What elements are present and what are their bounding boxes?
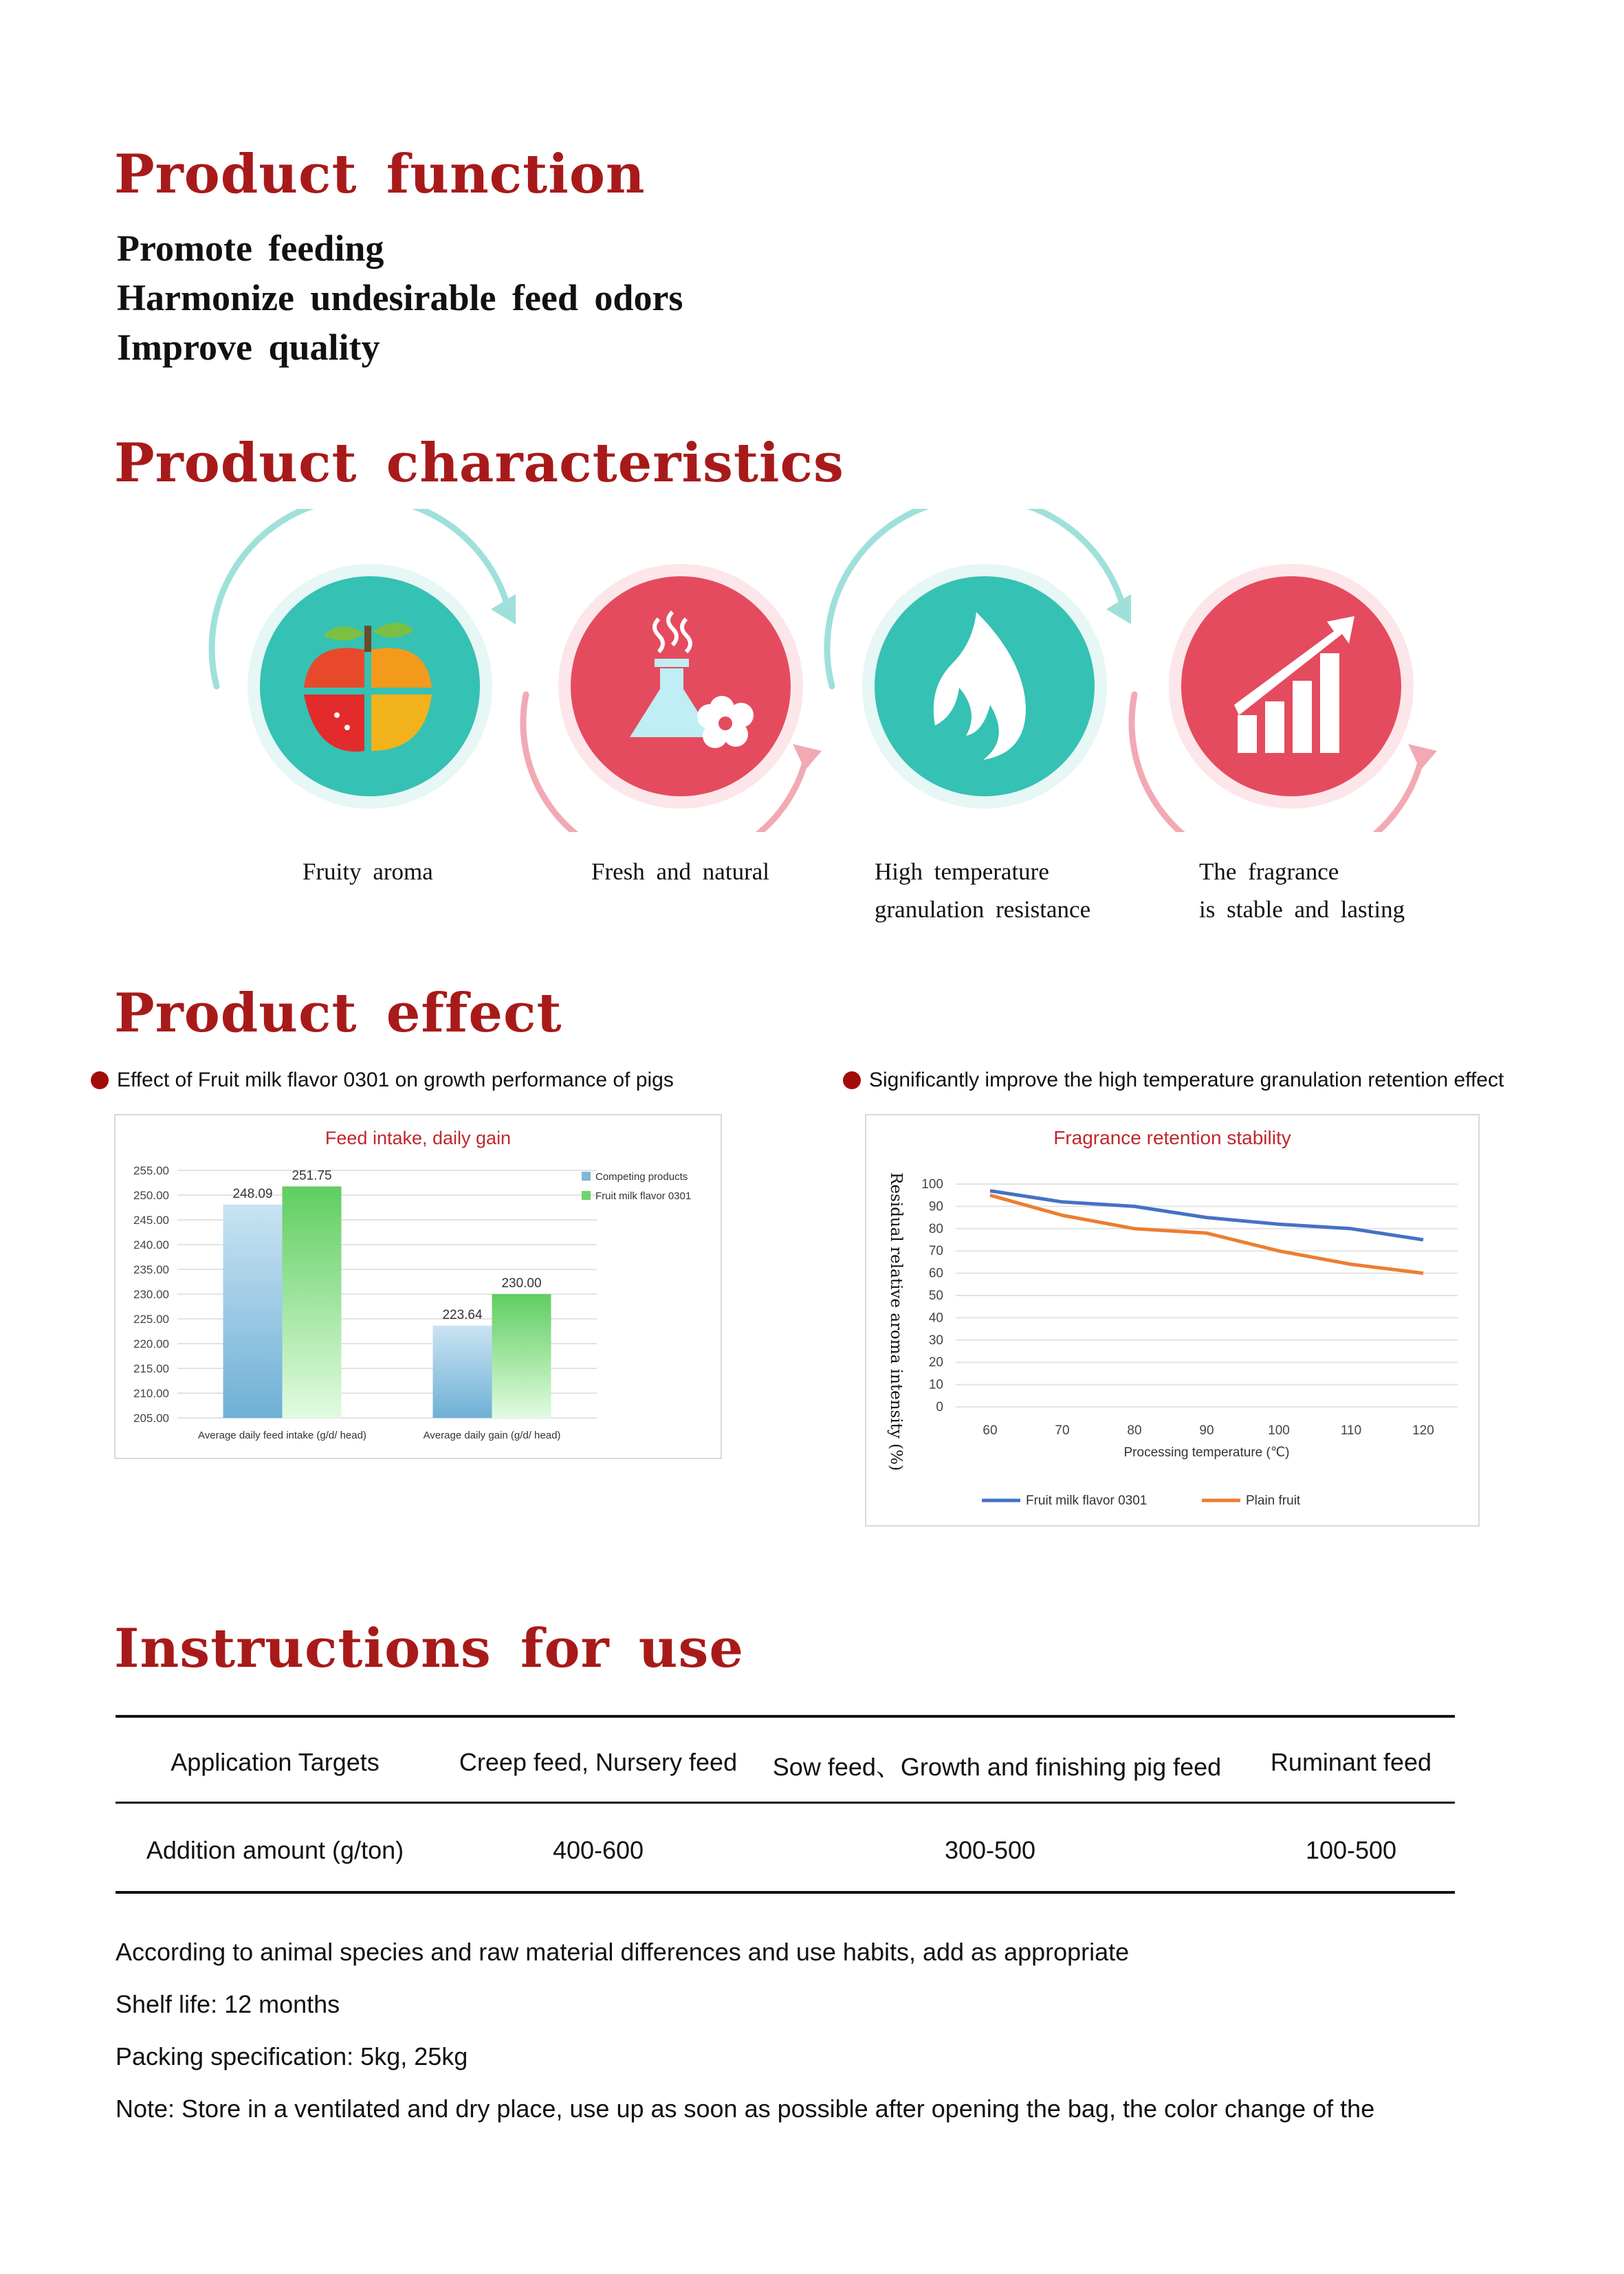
characteristic-caption: Fruity aroma xyxy=(303,858,433,885)
legend-label: Fruit milk flavor 0301 xyxy=(1026,1494,1148,1508)
legend-label: Competing products xyxy=(595,1171,688,1183)
x-tick-label: 100 xyxy=(1268,1423,1290,1438)
legend-swatch xyxy=(582,1172,591,1181)
line-chart-title: Fragrance retention stability xyxy=(1053,1127,1291,1148)
characteristics-icons xyxy=(193,509,1458,832)
y-tick-label: 90 xyxy=(928,1199,943,1214)
y-tick-label: 80 xyxy=(928,1221,943,1236)
y-tick-label: 205.00 xyxy=(133,1412,169,1425)
bullet-dot xyxy=(91,1071,109,1089)
legend-label: Fruit milk flavor 0301 xyxy=(595,1190,692,1202)
flame-icon xyxy=(862,564,1107,809)
table-row-cell: 100-500 xyxy=(1305,1836,1397,1864)
y-axis-label: Residual relative aroma intensity (%) xyxy=(887,1172,905,1471)
legend-swatch xyxy=(582,1191,591,1200)
bar-chart-frame xyxy=(114,1114,722,1459)
characteristic-caption: Fresh and natural xyxy=(591,858,769,885)
line-chart-frame xyxy=(865,1114,1480,1527)
x-tick-label: 80 xyxy=(1127,1423,1142,1438)
storage-note: Note: Store in a ventilated and dry place, use up as soon as possible after opening the bag, the color change of the xyxy=(116,2095,1375,2123)
bar xyxy=(283,1186,342,1418)
function-item: Improve quality xyxy=(117,327,380,368)
table-bottom-rule xyxy=(116,1891,1455,1894)
y-tick-label: 30 xyxy=(928,1333,943,1348)
y-tick-label: 10 xyxy=(928,1377,943,1392)
y-tick-label: 50 xyxy=(928,1289,943,1303)
bar xyxy=(223,1205,283,1418)
x-category-label: Average daily gain (g/d/ head) xyxy=(423,1430,561,1441)
y-tick-label: 240.00 xyxy=(133,1238,169,1251)
table-header-cell: Ruminant feed xyxy=(1270,1748,1432,1776)
y-tick-label: 60 xyxy=(928,1266,943,1281)
product-function-heading: Product function xyxy=(114,143,646,206)
fruit-icon xyxy=(248,564,492,809)
y-tick-label: 230.00 xyxy=(133,1288,169,1301)
function-item: Promote feeding xyxy=(117,228,384,269)
function-item: Harmonize undesirable feed odors xyxy=(117,277,683,318)
bar-chart xyxy=(116,1115,721,1458)
table-row-cell: 400-600 xyxy=(552,1836,644,1864)
x-category-label: Average daily feed intake (g/d/ head) xyxy=(198,1430,366,1441)
table-header-cell: Creep feed, Nursery feed xyxy=(459,1748,738,1776)
bar-value-label: 223.64 xyxy=(442,1307,483,1322)
x-tick-label: 60 xyxy=(983,1423,998,1438)
effect-left-heading: Effect of Fruit milk flavor 0301 on growth performance of pigs xyxy=(91,1069,674,1092)
packing-spec: Packing specification: 5kg, 25kg xyxy=(116,2042,468,2070)
table-row-cell: Addition amount (g/ton) xyxy=(146,1836,404,1864)
growth-chart-icon xyxy=(1169,564,1414,809)
product-effect-heading: Product effect xyxy=(114,982,562,1045)
table-row-cell: 300-500 xyxy=(944,1836,1036,1864)
bullet-dot xyxy=(843,1071,861,1089)
x-tick-label: 90 xyxy=(1199,1423,1214,1438)
bar-value-label: 248.09 xyxy=(232,1186,273,1201)
characteristic-caption: The fragrance is stable and lasting xyxy=(1199,858,1405,923)
y-tick-label: 0 xyxy=(936,1400,943,1414)
line-chart xyxy=(866,1115,1478,1525)
effect-right-heading: Significantly improve the high temperature granulation retention effect xyxy=(843,1069,1504,1092)
instructions-heading: Instructions for use xyxy=(114,1617,744,1680)
x-axis-label: Processing temperature (℃) xyxy=(1123,1445,1290,1460)
y-tick-label: 70 xyxy=(928,1244,943,1259)
characteristic-caption: High temperature granulation resistance xyxy=(875,858,1091,923)
legend-label: Plain fruit xyxy=(1246,1494,1301,1508)
table-header-cell: Application Targets xyxy=(171,1748,380,1776)
bar-value-label: 251.75 xyxy=(292,1168,332,1183)
y-tick-label: 20 xyxy=(928,1355,943,1370)
y-tick-label: 250.00 xyxy=(133,1189,169,1202)
bar-value-label: 230.00 xyxy=(501,1276,542,1291)
y-tick-label: 235.00 xyxy=(133,1263,169,1276)
product-characteristics-heading: Product characteristics xyxy=(114,432,844,494)
bar xyxy=(492,1294,551,1418)
shelf-life: Shelf life: 12 months xyxy=(116,1990,340,2018)
y-tick-label: 210.00 xyxy=(133,1387,169,1400)
bar-chart-title: Feed intake, daily gain xyxy=(325,1128,512,1148)
table-mid-rule xyxy=(116,1802,1455,1804)
bar xyxy=(433,1326,492,1418)
flask-flower-icon xyxy=(558,564,803,809)
x-tick-label: 110 xyxy=(1340,1423,1362,1438)
usage-note: According to animal species and raw material differences and use habits, add as appropriate xyxy=(116,1938,1130,1966)
y-tick-label: 220.00 xyxy=(133,1337,169,1351)
table-top-rule xyxy=(116,1715,1455,1718)
y-tick-label: 225.00 xyxy=(133,1313,169,1326)
y-tick-label: 40 xyxy=(928,1311,943,1326)
table-header-cell: Sow feed、Growth and finishing pig feed xyxy=(772,1753,1222,1781)
x-tick-label: 120 xyxy=(1412,1423,1434,1438)
y-tick-label: 215.00 xyxy=(133,1362,169,1375)
x-tick-label: 70 xyxy=(1055,1423,1070,1438)
y-tick-label: 245.00 xyxy=(133,1214,169,1227)
y-tick-label: 100 xyxy=(921,1177,943,1192)
y-tick-label: 255.00 xyxy=(133,1164,169,1177)
